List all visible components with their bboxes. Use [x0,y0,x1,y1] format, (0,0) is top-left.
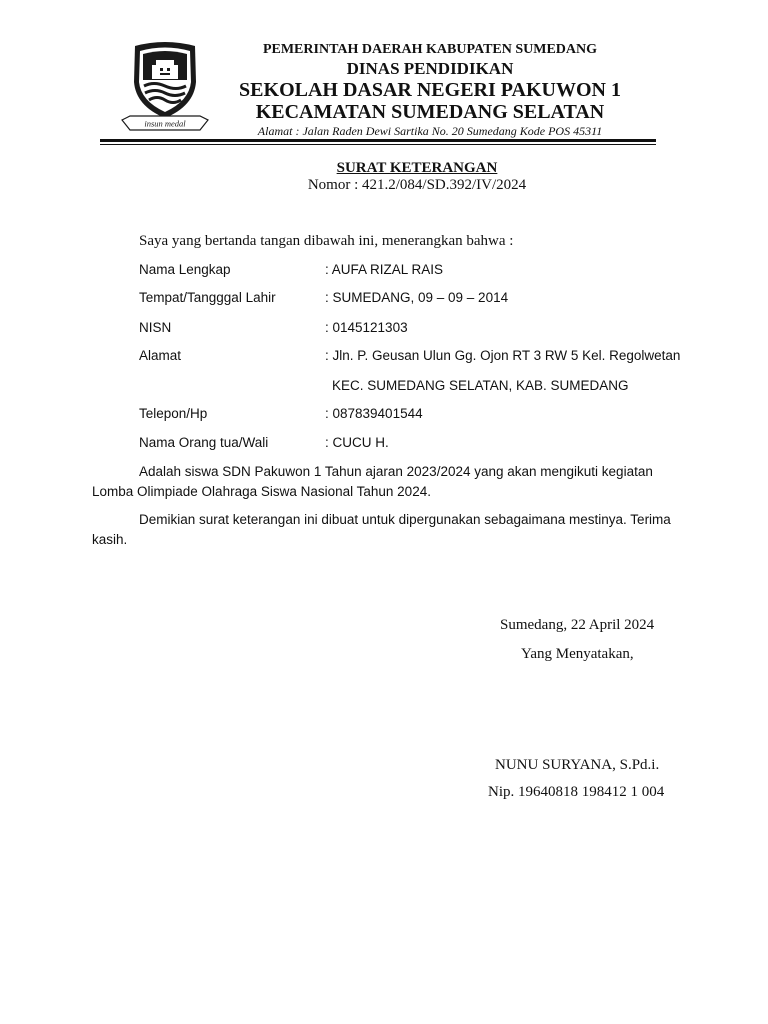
field-value-phone: : 087839401544 [325,406,423,421]
document-number: Nomor : 421.2/084/SD.392/IV/2024 [307,177,527,193]
field-value-full-name: : AUFA RIZAL RAIS [325,262,444,277]
logo-motto: insun medal [144,118,186,129]
government-name: PEMERINTAH DAERAH KABUPATEN SUMEDANG [262,42,598,57]
field-label-phone: Telepon/Hp [139,406,208,421]
signature-declarant: Yang Menyatakan, [521,646,634,662]
field-label-birth: Tempat/Tangggal Lahir [139,290,276,305]
intro-statement: Saya yang bertanda tangan dibawah ini, menerangkan bahwa : [139,233,514,249]
field-label-nisn: NISN [139,320,172,335]
field-value-address-line2: KEC. SUMEDANG SELATAN, KAB. SUMEDANG [332,378,629,393]
district-name: KECAMATAN SUMEDANG SELATAN [255,101,605,123]
body-paragraph-1: Adalah siswa SDN Pakuwon 1 Tahun ajaran 2023/2024 yang akan mengikuti kegiatan Lomba Olimpiade Olahraga Siswa Nasional Tahun 2024. [92,464,653,499]
signatory-nip: Nip. 19640818 198412 1 004 [488,784,665,800]
department-name: DINAS PENDIDIKAN [346,59,514,78]
signatory-name: NUNU SURYANA, S.Pd.i. [495,757,660,773]
signature-place-date: Sumedang, 22 April 2024 [500,617,655,633]
field-value-guardian: : CUCU H. [325,435,389,450]
school-emblem-logo [116,40,214,134]
field-value-address: : Jln. P. Geusan Ulun Gg. Ojon RT 3 RW 5 Kel. Regolwetan [325,348,681,363]
school-name: SEKOLAH DASAR NEGERI PAKUWON 1 [239,79,621,101]
field-value-nisn: : 0145121303 [325,320,408,335]
document-title: SURAT KETERANGAN [336,160,498,176]
field-label-address: Alamat [139,348,182,363]
body-paragraph-2: Demikian surat keterangan ini dibuat untuk dipergunakan sebagaimana mestinya. Terima kasih. [92,512,671,547]
field-value-birth: : SUMEDANG, 09 – 09 – 2014 [325,290,509,305]
school-address: Alamat : Jalan Raden Dewi Sartika No. 20 Sumedang Kode POS 45311 [257,124,603,138]
field-label-guardian: Nama Orang tua/Wali [139,435,269,450]
field-label-full-name: Nama Lengkap [139,262,231,277]
letterhead-divider-thick [100,139,656,142]
letterhead-divider-thin [100,144,656,145]
